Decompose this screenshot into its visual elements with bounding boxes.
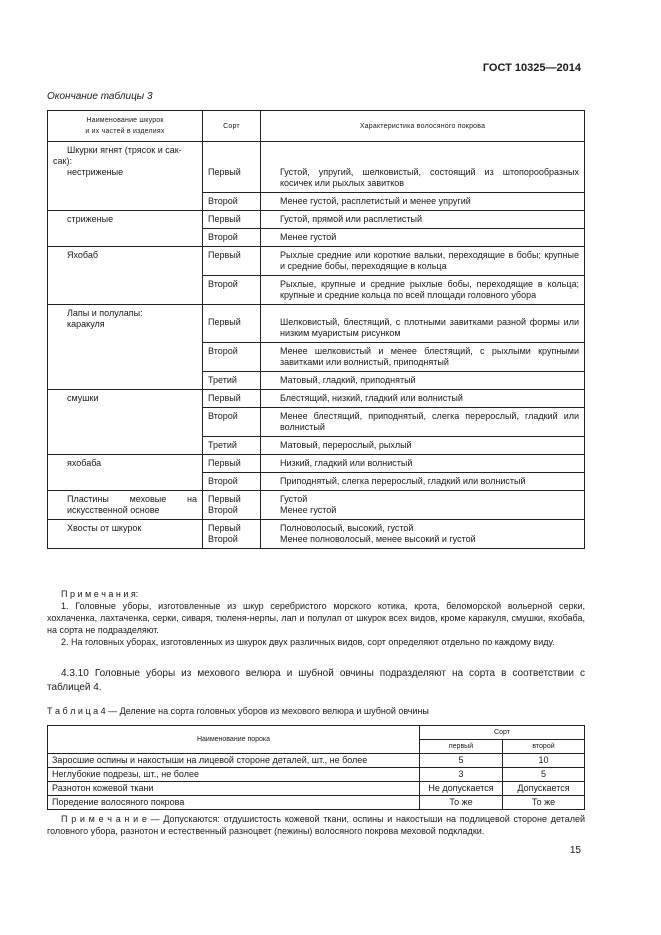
- char-text: Менее густой, расплетистый и менее упругий: [280, 196, 471, 206]
- row-grade: Второй: [203, 276, 261, 305]
- name-line: Хвосты от шкурок: [67, 523, 142, 533]
- row-characteristic: [261, 211, 585, 229]
- name-line: стриженые: [67, 214, 114, 224]
- char-text: Рыхлые средние или короткие вальки, переходящие в бобы; крупные и средние бобы, переходящие в кольца: [280, 250, 579, 271]
- header-grade: Сорт: [420, 726, 585, 740]
- standard-header: ГОСТ 10325—2014: [482, 62, 581, 74]
- defect-name: Заросшие оспины и накостыши на лицевой стороне деталей, шт., не более: [48, 754, 420, 768]
- table-row: [48, 520, 585, 549]
- notes-title: П р и м е ч а н и я:: [61, 589, 139, 599]
- name-line: нестриженые: [67, 167, 124, 177]
- char-text: Матовый, гладкий, приподнятый: [280, 375, 416, 385]
- row-grade: Второй: [203, 343, 261, 372]
- header-characteristic: Характеристика волосяного покрова: [261, 111, 585, 142]
- note-label: П р и м е ч а н и е —: [61, 814, 160, 824]
- char-text: Рыхлые, крупные и средние рыхлые бобы, переходящие в кольца; крупные и средние кольца по всей площади головного убора: [280, 279, 579, 300]
- row-name: [48, 247, 203, 305]
- table4-note: [47, 813, 585, 837]
- row-name: [48, 455, 203, 491]
- defect-name: Разнотон кожевой ткани: [48, 782, 420, 796]
- row-grade: Второй: [203, 473, 261, 491]
- grade-line: Второй: [208, 534, 238, 544]
- grade-line: Второй: [208, 505, 238, 515]
- row-characteristic: [261, 390, 585, 408]
- table-row: [48, 142, 585, 193]
- row-grade: Третий: [203, 372, 261, 390]
- row-characteristic: [261, 455, 585, 473]
- row-name: [48, 305, 203, 390]
- char-text: Густой: [280, 494, 308, 504]
- table-caption: Окончание таблицы 3: [47, 91, 153, 102]
- row-grade: Третий: [203, 437, 261, 455]
- grade-second: 5: [503, 768, 585, 782]
- table-row: [48, 782, 585, 796]
- table4-caption: Т а б л и ц а 4 — Деление на сорта головных уборов из мехового велюра и шубной овчины: [47, 706, 429, 716]
- row-name: [48, 520, 203, 549]
- row-characteristic: [261, 408, 585, 437]
- note-text: Допускаются: отдушистость кожевой ткани, оспины и накостыши на подлицевой стороне деталей головного убора, разнотон и естественный разноцвет (пежины) волосяного покрова меховой подкладки.: [47, 814, 585, 836]
- grade-line: Первый: [208, 523, 241, 533]
- notes-block: [47, 588, 585, 648]
- row-grade: Первый: [203, 211, 261, 229]
- char-text: Шелковистый, блестящий, с плотными завитками разной формы или низким муаристым рисунком: [280, 317, 579, 338]
- char-text: Блестящий, низкий, гладкий или волнистый: [280, 393, 463, 403]
- name-line: яхобаба: [67, 458, 102, 468]
- table-row: [48, 754, 585, 768]
- name-line: Яхобаб: [67, 250, 99, 260]
- char-text: Менее шелковистый и менее блестящий, с рыхлыми крупными завитками или волнистый, приподнятый: [280, 346, 579, 367]
- row-characteristic: [261, 372, 585, 390]
- row-characteristic: [261, 437, 585, 455]
- char-text: Приподнятый, слегка перерослый, гладкий или волнистый: [280, 476, 526, 486]
- table-row: [48, 305, 585, 343]
- defect-name: Неглубокие подрезы, шт., не более: [48, 768, 420, 782]
- grade-second: То же: [503, 796, 585, 810]
- table-row: [48, 390, 585, 408]
- name-line: каракуля: [67, 319, 105, 329]
- defect-name: Поредение волосяного покрова: [48, 796, 420, 810]
- name-line: Пластины меховые на искусственной основе: [67, 494, 197, 515]
- header-name-line1: Наименование шкурок: [86, 117, 164, 124]
- row-grade: [203, 491, 261, 520]
- note-2: 2. На головных уборах, изготовленных из шкурок двух различных видов, сорт определяют отдельно по каждому виду.: [61, 637, 555, 647]
- char-text: Густой, прямой или расплетистый: [280, 214, 423, 224]
- table-row: [48, 768, 585, 782]
- table-row: [48, 491, 585, 520]
- paragraph-4-3-10: 4.3.10 Головные уборы из мехового велюра и шубной овчины подразделяют на сорта в соответствии с таблицей 4.: [47, 668, 585, 693]
- page-number: 15: [569, 845, 581, 856]
- char-text: Менее полноволосый, менее высокий и густой: [280, 534, 476, 544]
- row-characteristic: [261, 520, 585, 549]
- table-header-row: [48, 111, 585, 142]
- table-row: [48, 211, 585, 229]
- header-second: второй: [503, 740, 585, 754]
- header-name: [48, 111, 203, 142]
- grade-first: То же: [420, 796, 503, 810]
- char-text: Менее густой: [280, 232, 337, 242]
- grade-first: 5: [420, 754, 503, 768]
- row-grade: Первый: [203, 142, 261, 193]
- row-characteristic: [261, 247, 585, 276]
- header-defect-name: Наименование порока: [48, 726, 420, 754]
- name-line: сак):: [53, 156, 72, 166]
- row-characteristic: [261, 305, 585, 343]
- table4-header-row: [48, 726, 585, 740]
- grade-line: Первый: [208, 494, 241, 504]
- header-name-line2: и их частей в изделиях: [85, 128, 165, 135]
- note-1: 1. Головные уборы, изготовленные из шкур серебристого морского котика, крота, беломорской вольерной серки, хохлаченка, лахтаченка, серки, сиваря, тюленя-нерпы, лап и полулап от шкурок всех видов, кроме каракуля, смушки, яхобаба, на сорта не подразделяют.: [47, 601, 585, 635]
- row-characteristic: [261, 473, 585, 491]
- row-grade: Первый: [203, 305, 261, 343]
- table4: [47, 725, 585, 810]
- grade-first: Не допускается: [420, 782, 503, 796]
- row-name: [48, 142, 203, 211]
- table-row: [48, 247, 585, 276]
- name-line: Шкурки ягнят (трясок и сак-: [67, 145, 182, 155]
- row-characteristic: [261, 229, 585, 247]
- row-grade: Первый: [203, 247, 261, 276]
- char-text: Низкий, гладкий или волнистый: [280, 458, 413, 468]
- header-grade: Сорт: [203, 111, 261, 142]
- grades-table: [47, 110, 585, 549]
- grade-second: 10: [503, 754, 585, 768]
- row-grade: Первый: [203, 390, 261, 408]
- name-line: Лапы и полулапы:: [67, 308, 143, 318]
- row-name: [48, 211, 203, 247]
- table-row: [48, 455, 585, 473]
- row-characteristic: [261, 276, 585, 305]
- row-grade: Второй: [203, 193, 261, 211]
- char-text: Менее густой: [280, 505, 337, 515]
- grade-first: 3: [420, 768, 503, 782]
- char-text: Густой, упругий, шелковистый, состоящий из штопорообразных косичек или рыхлых завитков: [280, 167, 579, 188]
- name-line: смушки: [67, 393, 99, 403]
- row-characteristic: [261, 491, 585, 520]
- table-row: [48, 796, 585, 810]
- char-text: Менее блестящий, приподнятый, слегка перерослый, гладкий или волнистый: [280, 411, 579, 432]
- header-first: первый: [420, 740, 503, 754]
- row-grade: Первый: [203, 455, 261, 473]
- row-grade: Второй: [203, 229, 261, 247]
- char-text: Матовый, перерослый, рыхлый: [280, 440, 412, 450]
- char-text: Полноволосый, высокий, густой: [280, 523, 414, 533]
- row-characteristic: [261, 142, 585, 193]
- row-characteristic: [261, 193, 585, 211]
- row-grade: [203, 520, 261, 549]
- row-characteristic: [261, 343, 585, 372]
- grade-second: Допускается: [503, 782, 585, 796]
- row-name: [48, 491, 203, 520]
- row-name: [48, 390, 203, 455]
- row-grade: Второй: [203, 408, 261, 437]
